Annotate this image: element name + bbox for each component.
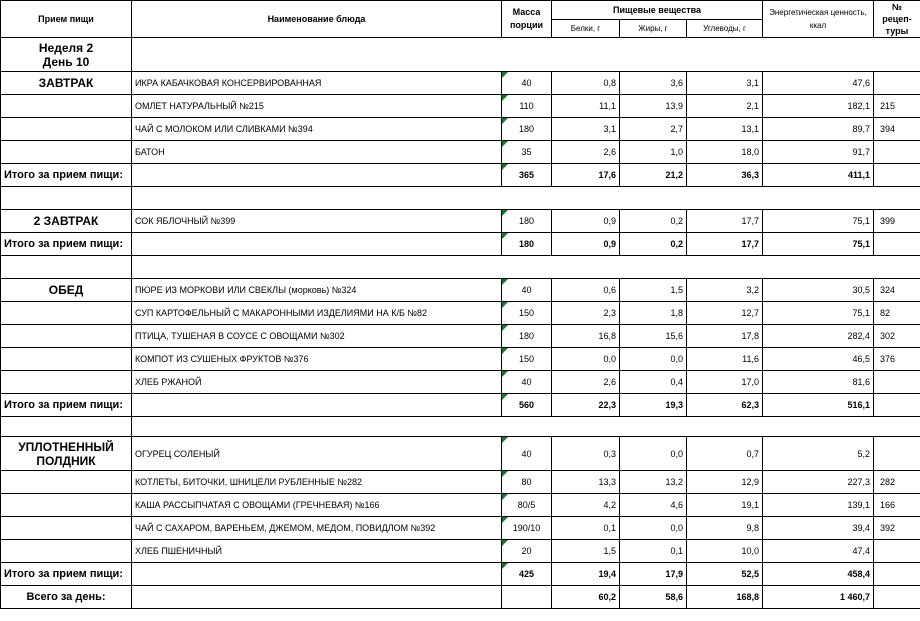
empty-cell (132, 233, 502, 256)
empty-cell (1, 141, 132, 164)
mass-value: 40 (502, 437, 552, 471)
mass-value: 80 (502, 471, 552, 494)
fat-value: 2,7 (620, 118, 687, 141)
protein-value: 11,1 (552, 95, 620, 118)
protein-value: 0,0 (552, 348, 620, 371)
table-row (1, 72, 920, 95)
total-label: Итого за прием пищи: (1, 233, 132, 256)
dish-name: КАША РАССЫПЧАТАЯ С ОВОЩАМИ (ГРЕЧНЕВАЯ) №166 (132, 494, 502, 517)
dish-name: ПЮРЕ ИЗ МОРКОВИ ИЛИ СВЕКЛЫ (морковь) №324 (132, 279, 502, 302)
recipe-number: 282 (874, 471, 920, 494)
table-row (1, 141, 920, 164)
energy-value: 91,7 (763, 141, 874, 164)
energy-value: 227,3 (763, 471, 874, 494)
table-row (1, 95, 920, 118)
energy-value: 81,6 (763, 371, 874, 394)
fat-value: 0,0 (620, 437, 687, 471)
carbs-value: 12,9 (687, 471, 763, 494)
energy-value: 75,1 (763, 302, 874, 325)
protein-value: 2,6 (552, 371, 620, 394)
table-row (1, 348, 920, 371)
recipe-number (874, 540, 920, 563)
day-total-protein: 60,2 (552, 586, 620, 609)
recipe-number: 215 (874, 95, 920, 118)
mass-value: 40 (502, 279, 552, 302)
dish-name: ХЛЕБ РЖАНОЙ (132, 371, 502, 394)
carbs-value: 13,1 (687, 118, 763, 141)
protein-value: 1,5 (552, 540, 620, 563)
total-row (1, 394, 920, 417)
carbs-value: 17,8 (687, 325, 763, 348)
dish-name: ИКРА КАБАЧКОВАЯ КОНСЕРВИРОВАННАЯ (132, 72, 502, 95)
col-mass-header: Масса порции (502, 1, 552, 38)
col-carbs-header: Углеводы, г (687, 20, 763, 38)
col-meal-header: Прием пищи (1, 1, 132, 38)
fat-value: 0,4 (620, 371, 687, 394)
mass-value: 150 (502, 302, 552, 325)
recipe-number (874, 72, 920, 95)
carbs-value: 18,0 (687, 141, 763, 164)
total-label: Итого за прием пищи: (1, 394, 132, 417)
protein-value: 0,9 (552, 210, 620, 233)
protein-value: 2,6 (552, 141, 620, 164)
dish-name: КОТЛЕТЫ, БИТОЧКИ, ШНИЦЕЛИ РУБЛЕННЫЕ №282 (132, 471, 502, 494)
protein-value: 3,1 (552, 118, 620, 141)
empty-cell (132, 256, 920, 279)
mass-value: 20 (502, 540, 552, 563)
meal-title: ОБЕД (1, 279, 132, 302)
empty-cell (132, 164, 502, 187)
empty-cell (1, 471, 132, 494)
empty-cell (874, 233, 920, 256)
fat-value: 1,0 (620, 141, 687, 164)
col-protein-header: Белки, г (552, 20, 620, 38)
total-protein: 22,3 (552, 394, 620, 417)
dish-name: СУП КАРТОФЕЛЬНЫЙ С МАКАРОННЫМИ ИЗДЕЛИЯМИ НА К/Б №82 (132, 302, 502, 325)
day-label (1, 38, 132, 72)
carbs-value: 2,1 (687, 95, 763, 118)
empty-cell (874, 563, 920, 586)
recipe-number (874, 437, 920, 471)
dish-name: ОМЛЕТ НАТУРАЛЬНЫЙ №215 (132, 95, 502, 118)
carbs-value: 9,8 (687, 517, 763, 540)
carbs-value: 17,0 (687, 371, 763, 394)
total-fat: 0,2 (620, 233, 687, 256)
energy-value: 139,1 (763, 494, 874, 517)
mass-value: 190/10 (502, 517, 552, 540)
recipe-number: 324 (874, 279, 920, 302)
meal-title: ЗАВТРАК (1, 72, 132, 95)
protein-value: 2,3 (552, 302, 620, 325)
day-total-label: Всего за день: (1, 586, 132, 609)
table-row (1, 517, 920, 540)
carbs-value: 0,7 (687, 437, 763, 471)
fat-value: 3,6 (620, 72, 687, 95)
carbs-value: 3,1 (687, 72, 763, 95)
protein-value: 4,2 (552, 494, 620, 517)
dish-name: ЧАЙ С САХАРОМ, ВАРЕНЬЕМ, ДЖЕМОМ, МЕДОМ, ПОВИДЛОМ №392 (132, 517, 502, 540)
empty-cell (874, 586, 920, 609)
total-energy: 75,1 (763, 233, 874, 256)
dish-name: БАТОН (132, 141, 502, 164)
day-total-carbs: 168,8 (687, 586, 763, 609)
empty-cell (1, 325, 132, 348)
protein-value: 0,3 (552, 437, 620, 471)
table-row (1, 494, 920, 517)
empty-cell (132, 563, 502, 586)
day-total-energy: 1 460,7 (763, 586, 874, 609)
energy-value: 89,7 (763, 118, 874, 141)
empty-cell (1, 371, 132, 394)
col-recipe-header: № рецеп-туры (874, 1, 920, 38)
fat-value: 1,8 (620, 302, 687, 325)
recipe-number: 394 (874, 118, 920, 141)
recipe-number: 376 (874, 348, 920, 371)
empty-cell (132, 417, 920, 437)
fat-value: 4,6 (620, 494, 687, 517)
carbs-value: 3,2 (687, 279, 763, 302)
energy-value: 46,5 (763, 348, 874, 371)
mass-value: 40 (502, 371, 552, 394)
day-number: День 10 (42, 54, 90, 69)
total-fat: 17,9 (620, 563, 687, 586)
total-carbs: 52,5 (687, 563, 763, 586)
table-row (1, 371, 920, 394)
dish-name: ПТИЦА, ТУШЕНАЯ В СОУСЕ С ОВОЩАМИ №302 (132, 325, 502, 348)
recipe-number (874, 141, 920, 164)
dish-name: ЧАЙ С МОЛОКОМ ИЛИ СЛИВКАМИ №394 (132, 118, 502, 141)
mass-value: 35 (502, 141, 552, 164)
recipe-number: 399 (874, 210, 920, 233)
energy-value: 282,4 (763, 325, 874, 348)
col-energy-header: Энергетическая ценность, ккал (763, 1, 874, 38)
total-row (1, 164, 920, 187)
meal-title: УПЛОТНЕННЫЙ ПОЛДНИК (1, 437, 132, 471)
table-row (1, 437, 920, 471)
empty-cell (874, 164, 920, 187)
table-row (1, 325, 920, 348)
empty-cell (1, 95, 132, 118)
energy-value: 75,1 (763, 210, 874, 233)
table-row (1, 118, 920, 141)
recipe-number (874, 371, 920, 394)
dish-name: ОГУРЕЦ СОЛЕНЫЙ (132, 437, 502, 471)
total-energy: 458,4 (763, 563, 874, 586)
total-row (1, 563, 920, 586)
empty-cell (132, 38, 920, 72)
fat-value: 15,6 (620, 325, 687, 348)
energy-value: 39,4 (763, 517, 874, 540)
energy-value: 5,2 (763, 437, 874, 471)
mass-value: 150 (502, 348, 552, 371)
total-energy: 516,1 (763, 394, 874, 417)
recipe-number: 302 (874, 325, 920, 348)
table-row (1, 279, 920, 302)
total-carbs: 62,3 (687, 394, 763, 417)
fat-value: 0,0 (620, 348, 687, 371)
empty-cell (1, 256, 132, 279)
protein-value: 0,6 (552, 279, 620, 302)
week-label: Неделя 2 (38, 40, 94, 55)
fat-value: 0,2 (620, 210, 687, 233)
total-energy: 411,1 (763, 164, 874, 187)
recipe-number: 82 (874, 302, 920, 325)
empty-cell (132, 586, 502, 609)
fat-value: 0,0 (620, 517, 687, 540)
total-label: Итого за прием пищи: (1, 164, 132, 187)
empty-cell (874, 394, 920, 417)
protein-value: 0,1 (552, 517, 620, 540)
total-protein: 0,9 (552, 233, 620, 256)
mass-value: 180 (502, 118, 552, 141)
carbs-value: 12,7 (687, 302, 763, 325)
carbs-value: 17,7 (687, 210, 763, 233)
empty-cell (1, 118, 132, 141)
day-total-fat: 58,6 (620, 586, 687, 609)
empty-cell (1, 540, 132, 563)
table-row (1, 210, 920, 233)
fat-value: 1,5 (620, 279, 687, 302)
col-fat-header: Жиры, г (620, 20, 687, 38)
empty-cell (1, 348, 132, 371)
total-carbs: 36,3 (687, 164, 763, 187)
energy-value: 182,1 (763, 95, 874, 118)
mass-value: 40 (502, 72, 552, 95)
empty-cell (132, 187, 920, 210)
mass-value: 180 (502, 325, 552, 348)
mass-value: 80/5 (502, 494, 552, 517)
energy-value: 47,4 (763, 540, 874, 563)
table-row (1, 302, 920, 325)
empty-cell (1, 517, 132, 540)
empty-cell (1, 187, 132, 210)
day-total-row (1, 586, 920, 609)
total-mass: 365 (502, 164, 552, 187)
total-row (1, 233, 920, 256)
total-label: Итого за прием пищи: (1, 563, 132, 586)
carbs-value: 10,0 (687, 540, 763, 563)
protein-value: 16,8 (552, 325, 620, 348)
recipe-number: 166 (874, 494, 920, 517)
total-protein: 19,4 (552, 563, 620, 586)
meal-title: 2 ЗАВТРАК (1, 210, 132, 233)
total-mass: 425 (502, 563, 552, 586)
total-mass: 180 (502, 233, 552, 256)
table-row (1, 471, 920, 494)
dish-name: ХЛЕБ ПШЕНИЧНЫЙ (132, 540, 502, 563)
table-row (1, 540, 920, 563)
empty-cell (1, 494, 132, 517)
fat-value: 13,2 (620, 471, 687, 494)
recipe-number: 392 (874, 517, 920, 540)
total-fat: 19,3 (620, 394, 687, 417)
total-protein: 17,6 (552, 164, 620, 187)
dish-name: КОМПОТ ИЗ СУШЕНЫХ ФРУКТОВ №376 (132, 348, 502, 371)
col-dish-header: Наименование блюда (132, 1, 502, 38)
empty-cell (1, 417, 132, 437)
carbs-value: 11,6 (687, 348, 763, 371)
protein-value: 13,3 (552, 471, 620, 494)
empty-cell (1, 302, 132, 325)
fat-value: 13,9 (620, 95, 687, 118)
dish-name: СОК ЯБЛОЧНЫЙ №399 (132, 210, 502, 233)
mass-value: 180 (502, 210, 552, 233)
total-fat: 21,2 (620, 164, 687, 187)
col-nutrients-header: Пищевые вещества (552, 1, 763, 20)
empty-cell (132, 394, 502, 417)
fat-value: 0,1 (620, 540, 687, 563)
energy-value: 47,6 (763, 72, 874, 95)
energy-value: 30,5 (763, 279, 874, 302)
empty-cell (502, 586, 552, 609)
carbs-value: 19,1 (687, 494, 763, 517)
total-mass: 560 (502, 394, 552, 417)
protein-value: 0,8 (552, 72, 620, 95)
mass-value: 110 (502, 95, 552, 118)
total-carbs: 17,7 (687, 233, 763, 256)
